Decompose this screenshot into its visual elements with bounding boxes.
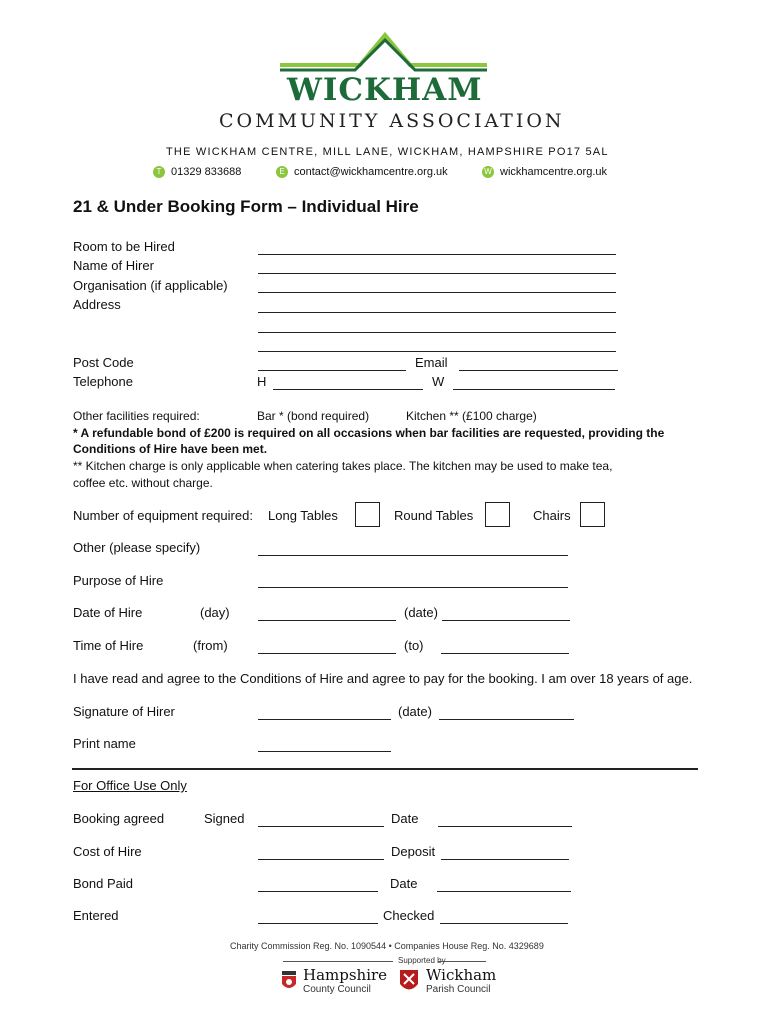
bond-date-field[interactable] [437, 891, 571, 892]
entered-field[interactable] [258, 923, 378, 924]
signature-field[interactable] [258, 719, 391, 720]
office-divider [72, 768, 698, 770]
print-name-field[interactable] [258, 751, 391, 752]
checked-field[interactable] [440, 923, 568, 924]
long-tables-label: Long Tables [268, 508, 338, 523]
tel-w-label: W [432, 374, 445, 389]
office-date-label: Date [391, 811, 419, 826]
date-of-hire-label: Date of Hire [73, 605, 143, 620]
signed-label: Signed [204, 811, 245, 826]
signature-label: Signature of Hirer [73, 704, 175, 719]
email-label: Email [415, 355, 448, 370]
bar-option[interactable]: Bar * (bond required) [257, 409, 370, 423]
contact-email[interactable]: E contact@wickhamcentre.org.uk [276, 166, 448, 178]
phone-icon: T [153, 166, 165, 178]
organisation-field[interactable] [258, 292, 616, 293]
date-label: (date) [404, 605, 438, 620]
org-subtitle: COMMUNITY ASSOCIATION [219, 110, 565, 132]
bond-paid-label: Bond Paid [73, 876, 133, 891]
round-tables-label: Round Tables [394, 508, 474, 523]
entered-label: Entered [73, 908, 119, 923]
from-field[interactable] [258, 653, 396, 654]
office-heading: For Office Use Only [73, 778, 187, 793]
purpose-field[interactable] [258, 587, 568, 588]
deposit-field[interactable] [441, 859, 569, 860]
kitchen-note: ** Kitchen charge is only applicable when catering takes place. The kitchen may be used to make tea, [73, 459, 613, 473]
office-date-field[interactable] [438, 826, 572, 827]
bond-note-2: Conditions of Hire have been met. [73, 442, 268, 456]
form-title: 21 & Under Booking Form – Individual Hire [73, 197, 419, 216]
address-label: Address [73, 297, 121, 312]
org-address: THE WICKHAM CENTRE, MILL LANE, WICKHAM, HAMPSHIRE PO17 5AL [166, 146, 609, 158]
wpc-shield-icon [398, 968, 420, 996]
hcc-name: Hampshire [303, 966, 388, 984]
address-field-1[interactable] [258, 312, 616, 313]
bond-note: * A refundable bond of £200 is required on all occasions when bar facilities are requested, providing the [73, 426, 665, 440]
day-label: (day) [200, 605, 230, 620]
email-field[interactable] [459, 370, 618, 371]
kitchen-option[interactable]: Kitchen ** (£100 charge) [406, 409, 537, 423]
name-label: Name of Hirer [73, 258, 154, 273]
hcc-sub: County Council [303, 984, 371, 995]
to-label: (to) [404, 638, 424, 653]
signed-field[interactable] [258, 826, 384, 827]
cost-field[interactable] [258, 859, 384, 860]
time-of-hire-label: Time of Hire [73, 638, 144, 653]
wpc-sub: Parish Council [426, 984, 491, 995]
to-field[interactable] [441, 653, 569, 654]
equipment-label: Number of equipment required: [73, 508, 253, 523]
contact-website[interactable]: W wickhamcentre.org.uk [482, 166, 607, 178]
day-field[interactable] [258, 620, 396, 621]
organisation-label: Organisation (if applicable) [73, 278, 228, 293]
facilities-label: Other facilities required: [73, 409, 200, 423]
deposit-label: Deposit [391, 844, 436, 859]
from-label: (from) [193, 638, 228, 653]
sig-date-field[interactable] [439, 719, 574, 720]
postcode-field[interactable] [258, 370, 406, 371]
postcode-label: Post Code [73, 355, 134, 370]
cost-label: Cost of Hire [73, 844, 142, 859]
wpc-name: Wickham [426, 966, 497, 984]
telephone-label: Telephone [73, 374, 133, 389]
agreement-text: I have read and agree to the Conditions of Hire and agree to pay for the booking. I am over 18 years of age. [73, 671, 693, 686]
sig-date-label: (date) [398, 704, 432, 719]
supported-by-text: Supported by [398, 956, 446, 965]
checked-label: Checked [383, 908, 435, 923]
tel-h-label: H [257, 374, 267, 389]
long-tables-box[interactable] [355, 502, 380, 527]
contact-phone: T 01329 833688 [153, 166, 241, 178]
round-tables-box[interactable] [485, 502, 510, 527]
bond-date-label: Date [390, 876, 418, 891]
email-icon: E [276, 166, 288, 178]
supported-rule-right [438, 961, 486, 962]
booking-agreed-label: Booking agreed [73, 811, 165, 826]
kitchen-note-2: coffee etc. without charge. [73, 476, 213, 490]
tel-w-field[interactable] [453, 389, 615, 390]
chairs-box[interactable] [580, 502, 605, 527]
name-field[interactable] [258, 273, 616, 274]
address-field-3[interactable] [258, 351, 616, 352]
tel-h-field[interactable] [273, 389, 423, 390]
supported-rule-left [283, 961, 393, 962]
other-label: Other (please specify) [73, 540, 201, 555]
purpose-label: Purpose of Hire [73, 573, 164, 588]
date-field[interactable] [442, 620, 570, 621]
print-name-label: Print name [73, 736, 136, 751]
address-field-2[interactable] [258, 332, 616, 333]
room-field[interactable] [258, 254, 616, 255]
room-label: Room to be Hired [73, 239, 175, 254]
registration-text: Charity Commission Reg. No. 1090544 • Companies House Reg. No. 4329689 [230, 941, 544, 951]
org-name: WICKHAM [287, 72, 483, 108]
other-field[interactable] [258, 555, 568, 556]
chairs-label: Chairs [533, 508, 571, 523]
hcc-crest-icon [280, 968, 298, 994]
web-icon: W [482, 166, 494, 178]
bond-paid-field[interactable] [258, 891, 378, 892]
